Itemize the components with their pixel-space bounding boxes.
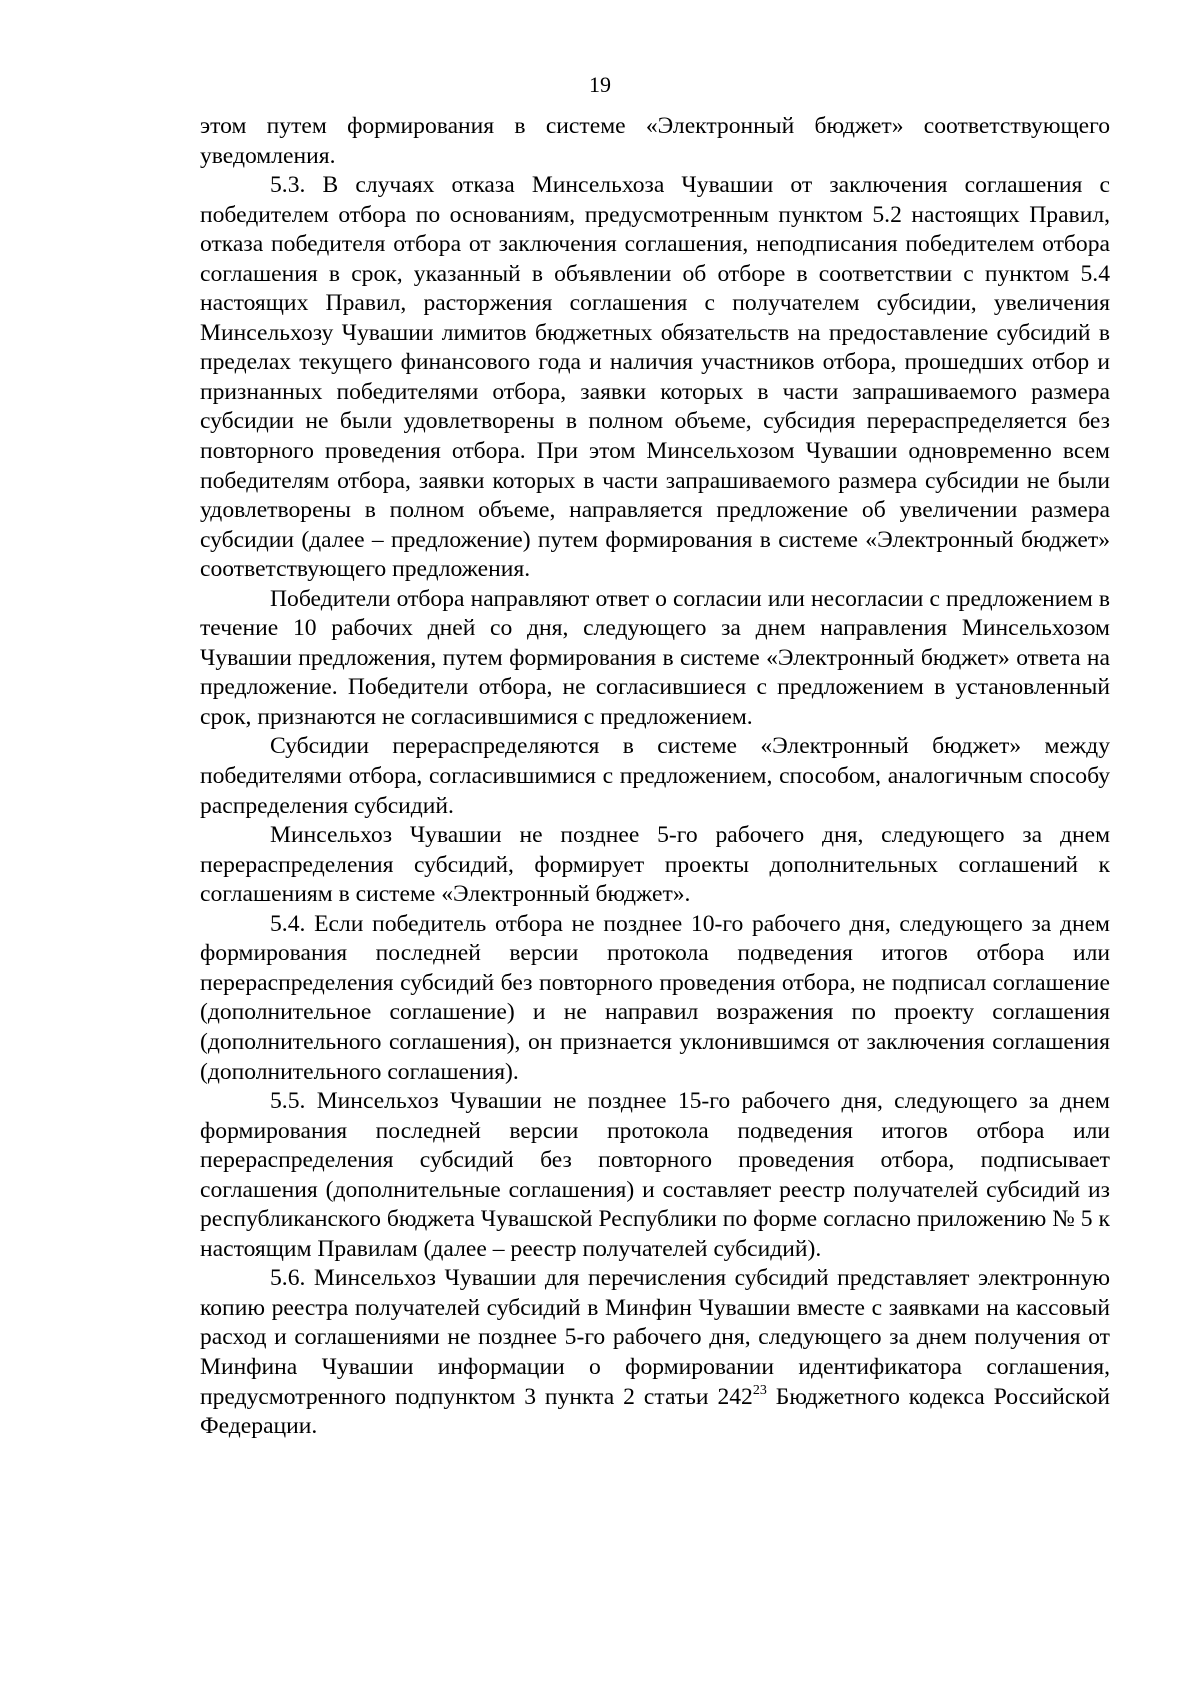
paragraph-5-6-text: 5.6. Минсельхоз Чувашии для перечисления субсидий представляет электронную копию реестра получателей субсидий в Минфин Чувашии вместе с заявками на кассовый расход и соглашениями не позднее 5-го рабочего дня, следующего за днем получения от Минфина Чувашии информации о формировании идентификатора соглашения, предусмотренного подпунктом 3 пункта 2 статьи 242 [200,1265,1110,1410]
paragraph-5-6-tail: Бюджетного кодекса Российской Федерации. [200,1383,1110,1440]
paragraph-5-5: 5.5. Минсельхоз Чувашии не позднее 15-го рабочего дня, следующего за днем формирования последней версии протокола подведения итогов отбора или перераспределения субсидий без повторного проведения отбора, подписывает соглашения (дополнительные соглашения) и составляет реестр получателей субсидий из республиканского бюджета Чувашской Республики по форме согласно приложению № 5 к настоящим Правилам (далее – реестр получателей субсидий). [200,1088,1110,1262]
document-body [200,112,1110,1442]
paragraph-5-4: 5.4. Если победитель отбора не позднее 10-го рабочего дня, следующего за днем формирования последней версии протокола подведения итогов отбора или перераспределения субсидий без повторного проведения отбора, не подписал соглашение (дополнительное соглашение) и не направил возражения по проекту соглашения (дополнительного соглашения), он признается уклонившимся от заключения соглашения (дополнительного соглашения). [200,910,1110,1085]
paragraph-additional-agreements: Минсельхоз Чувашии не позднее 5-го рабочего дня, следующего за днем перераспределения субсидий, формирует проекты дополнительных соглашений к соглашениям в системе «Электронный бюджет». [200,822,1110,908]
paragraph-5-3: 5.3. В случаях отказа Минсельхоза Чувашии от заключения соглашения с победителем отбора по основаниям, предусмотренным пунктом 5.2 настоящих Правил, отказа победителя отбора от заключения соглашения, неподписания победителем отбора соглашения в срок, указанный в объявлении об отборе в соответствии с пунктом 5.4 настоящих Правил, расторжения соглашения с получателем субсидии, увеличения Минсельхозу Чувашии лимитов бюджетных обязательств на предоставление субсидий в пределах текущего финансового года и наличия участников отбора, прошедших отбор и признанных победителями отбора, заявки которых в части запрашиваемого размера субсидии не были удовлетворены в полном объеме, субсидия перераспределяется без повторного проведения отбора. При этом Минсельхозом Чувашии одновременно всем победителям отбора, заявки которых в части запрашиваемого размера субсидии не были удовлетворены в полном объеме, направляется предложение об увеличении размера субсидии (далее – предложение) путем формирования в системе «Электронный бюджет» соответствующего предложения. [200,172,1110,583]
article-superscript: 23 [752,1382,767,1398]
paragraph-continuation: этом путем формирования в системе «Электронный бюджет» соответствующего уведомления. [200,113,1110,169]
paragraph-winners-response: Победители отбора направляют ответ о согласии или несогласии с предложением в течение 10 рабочих дней со дня, следующего за днем направления Минсельхозом Чувашии предложения, путем формирования в системе «Электронный бюджет» ответа на предложение. Победители отбора, не согласившиеся с предложением в установленный срок, признаются не согласившимися с предложением. [200,585,1110,730]
page-number: 19 [589,72,611,97]
paragraph-subsidy-redistribution: Субсидии перераспределяются в системе «Электронный бюджет» между победителями отбора, согласившимися с предложением, способом, аналогичным способу распределения субсидий. [200,733,1110,819]
paragraph-5-6 [200,1264,1110,1441]
